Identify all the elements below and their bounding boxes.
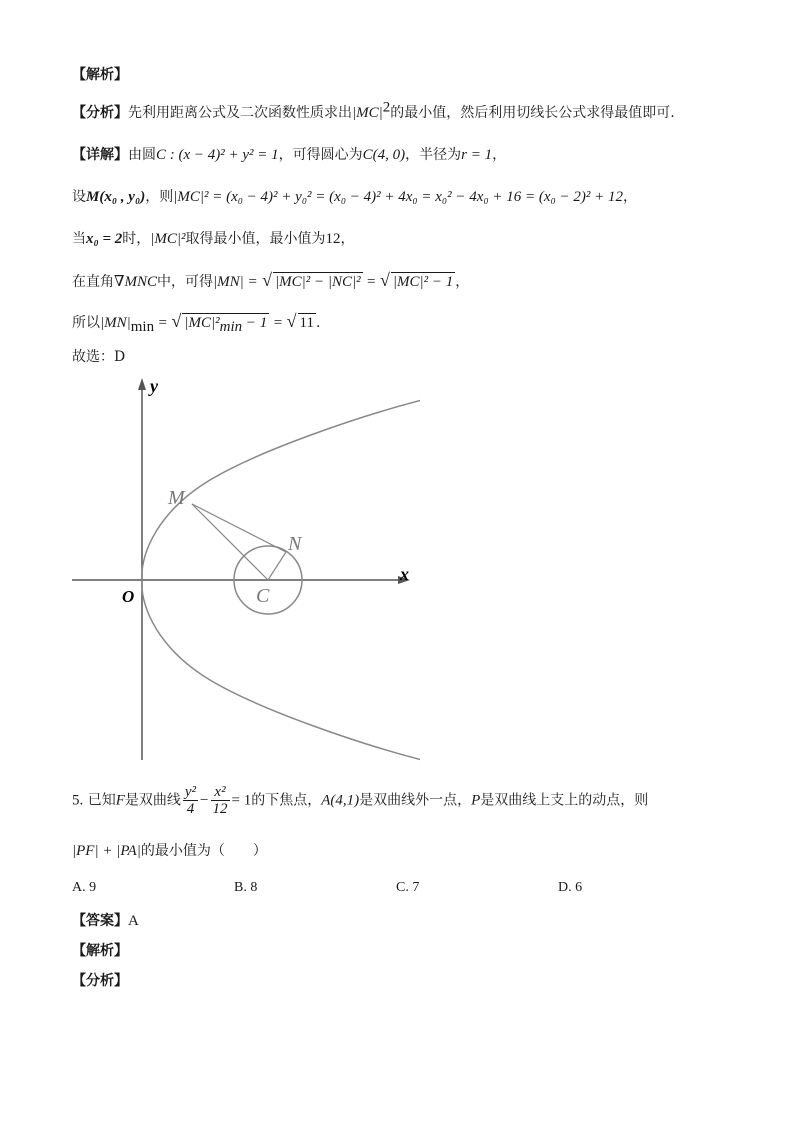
line5-text-a: 在直角 bbox=[72, 274, 114, 290]
derivation-line-min bbox=[72, 230, 355, 248]
frac1-den: 4 bbox=[186, 801, 195, 817]
y-axis-arrow bbox=[138, 378, 146, 390]
question-text-c: 的下焦点， bbox=[251, 792, 322, 809]
detail-text-d: ， bbox=[492, 147, 507, 163]
segment-mc bbox=[192, 504, 268, 580]
analysis-text-a: 先利用距离公式及二次函数性质求出 bbox=[128, 105, 352, 121]
detail-paragraph bbox=[72, 146, 506, 164]
question-line2-text: 的最小值为（ ） bbox=[140, 843, 267, 859]
line6-lhs: |MN| bbox=[100, 315, 131, 331]
line3-expr: |MC|² = (x₀ − 4)² + y₀² = (x₀ − 4)² + 4x₀ = x₀² − 4x₀ + 16 = (x₀ − 2)² + 12 bbox=[173, 189, 623, 205]
line6-text-b: . bbox=[315, 315, 321, 331]
question-5 bbox=[72, 784, 648, 817]
line6-result: 11 bbox=[299, 315, 314, 331]
question-line2-expr: |PF| + |PA| bbox=[72, 843, 141, 859]
frac2-num: x² bbox=[211, 784, 230, 801]
question-text-b: 是双曲线 bbox=[124, 792, 181, 809]
question-5-line2 bbox=[72, 842, 267, 860]
question-eq: = 1 bbox=[231, 792, 252, 809]
fraction-y2-4 bbox=[183, 784, 198, 817]
sqrt-symbol: √ bbox=[262, 270, 272, 290]
question-text-a: 已知 bbox=[87, 792, 116, 809]
section-heading-analysis-2: 【解析】 bbox=[72, 943, 128, 959]
parabola-circle-figure bbox=[60, 372, 420, 764]
analysis-heading-2: 【分析】 bbox=[72, 973, 128, 989]
sqrt-symbol: √ bbox=[171, 311, 182, 331]
answer-line bbox=[72, 912, 139, 930]
analysis-tag: 【分析】 bbox=[72, 105, 128, 121]
line6-rad: |MC|² bbox=[184, 315, 220, 331]
line3-text-a: 设 bbox=[72, 189, 86, 205]
answer-value: A bbox=[128, 913, 139, 929]
line4-text-d: ， bbox=[340, 231, 355, 247]
detail-circle-eq: C : (x − 4)² + y² = 1 bbox=[156, 147, 279, 163]
detail-radius: r = 1 bbox=[461, 147, 493, 163]
line6-radicand bbox=[182, 313, 269, 335]
question-number: 5. bbox=[72, 792, 84, 809]
question-text-d: 是双曲线外一点， bbox=[359, 792, 472, 809]
detail-center: C(4, 0) bbox=[362, 147, 406, 163]
segment-mn bbox=[192, 504, 286, 552]
line6-eq: = bbox=[158, 315, 168, 331]
line6-rad-tail: − 1 bbox=[242, 315, 268, 331]
sqrt-symbol: √ bbox=[286, 311, 297, 331]
question-text-e: 是双曲线上支上的动点，则 bbox=[480, 792, 649, 809]
line3-text-b: ，则 bbox=[145, 189, 174, 205]
option-b: B. 8 bbox=[234, 880, 258, 895]
label-n: N bbox=[288, 533, 302, 555]
line5-eq: = bbox=[367, 274, 376, 290]
line4-text-c: 取得最小值，最小值为 bbox=[185, 231, 326, 247]
fraction-x2-12 bbox=[211, 784, 230, 817]
line6-sub: min bbox=[130, 318, 155, 335]
label-c: C bbox=[256, 585, 270, 607]
question-p: P bbox=[471, 792, 481, 809]
frac1-num: y² bbox=[184, 784, 197, 800]
detail-text-b: ，可得圆心为 bbox=[278, 147, 363, 163]
derivation-line-result bbox=[72, 311, 321, 335]
derivation-line-mn bbox=[72, 271, 469, 291]
question-f: F bbox=[115, 792, 125, 809]
line3-point: M(x₀ , y₀) bbox=[86, 189, 146, 205]
segment-nc bbox=[268, 552, 286, 580]
label-origin: O bbox=[122, 587, 135, 606]
analysis-expr: |MC| bbox=[352, 105, 383, 121]
line4-value: 12 bbox=[325, 231, 341, 247]
line6-text-a: 所以 bbox=[72, 315, 100, 331]
question-minus: − bbox=[200, 792, 209, 809]
answer-tag: 【答案】 bbox=[72, 913, 128, 929]
line4-cond: x₀ = 2 bbox=[86, 231, 123, 247]
line5-triangle: ∇MNC bbox=[114, 274, 157, 290]
line6-eq2: = bbox=[273, 315, 283, 331]
answer-choice: 故选：D bbox=[72, 349, 126, 365]
detail-text-a: 由圆 bbox=[128, 147, 156, 163]
analysis-paragraph bbox=[72, 99, 675, 122]
line4-text-b: 时， bbox=[122, 231, 151, 247]
sqrt-symbol: √ bbox=[379, 270, 390, 290]
frac2-den: 12 bbox=[212, 801, 228, 817]
line5-radicand-2: |MC|² − 1 bbox=[392, 274, 454, 290]
label-x: x bbox=[400, 564, 409, 584]
line4-text-a: 当 bbox=[72, 231, 86, 247]
detail-tag: 【详解】 bbox=[72, 147, 128, 163]
detail-text-c: ，半径为 bbox=[405, 147, 462, 163]
line5-text-b: 中，可得 bbox=[156, 274, 213, 290]
line6-rad-sub: min bbox=[219, 319, 243, 335]
analysis-text-b: 的最小值，然后利用切线长公式求得最值即可. bbox=[390, 105, 675, 121]
question-a: A(4,1) bbox=[321, 792, 360, 809]
label-y: y bbox=[150, 376, 158, 396]
option-a: A. 9 bbox=[72, 880, 97, 895]
analysis-expr-sup: 2 bbox=[382, 99, 391, 116]
line5-text-c: ， bbox=[455, 274, 470, 290]
line3-text-c: ， bbox=[622, 189, 637, 205]
section-heading-analysis: 【解析】 bbox=[72, 67, 128, 83]
label-m: M bbox=[168, 487, 185, 509]
option-d: D. 6 bbox=[558, 880, 583, 895]
derivation-line-mc bbox=[72, 188, 637, 206]
line5-lhs: |MN| = bbox=[212, 274, 258, 290]
line4-expr: |MC|² bbox=[150, 231, 186, 247]
line5-radicand-1: |MC|² − |NC|² bbox=[274, 274, 361, 290]
option-c: C. 7 bbox=[396, 880, 420, 895]
